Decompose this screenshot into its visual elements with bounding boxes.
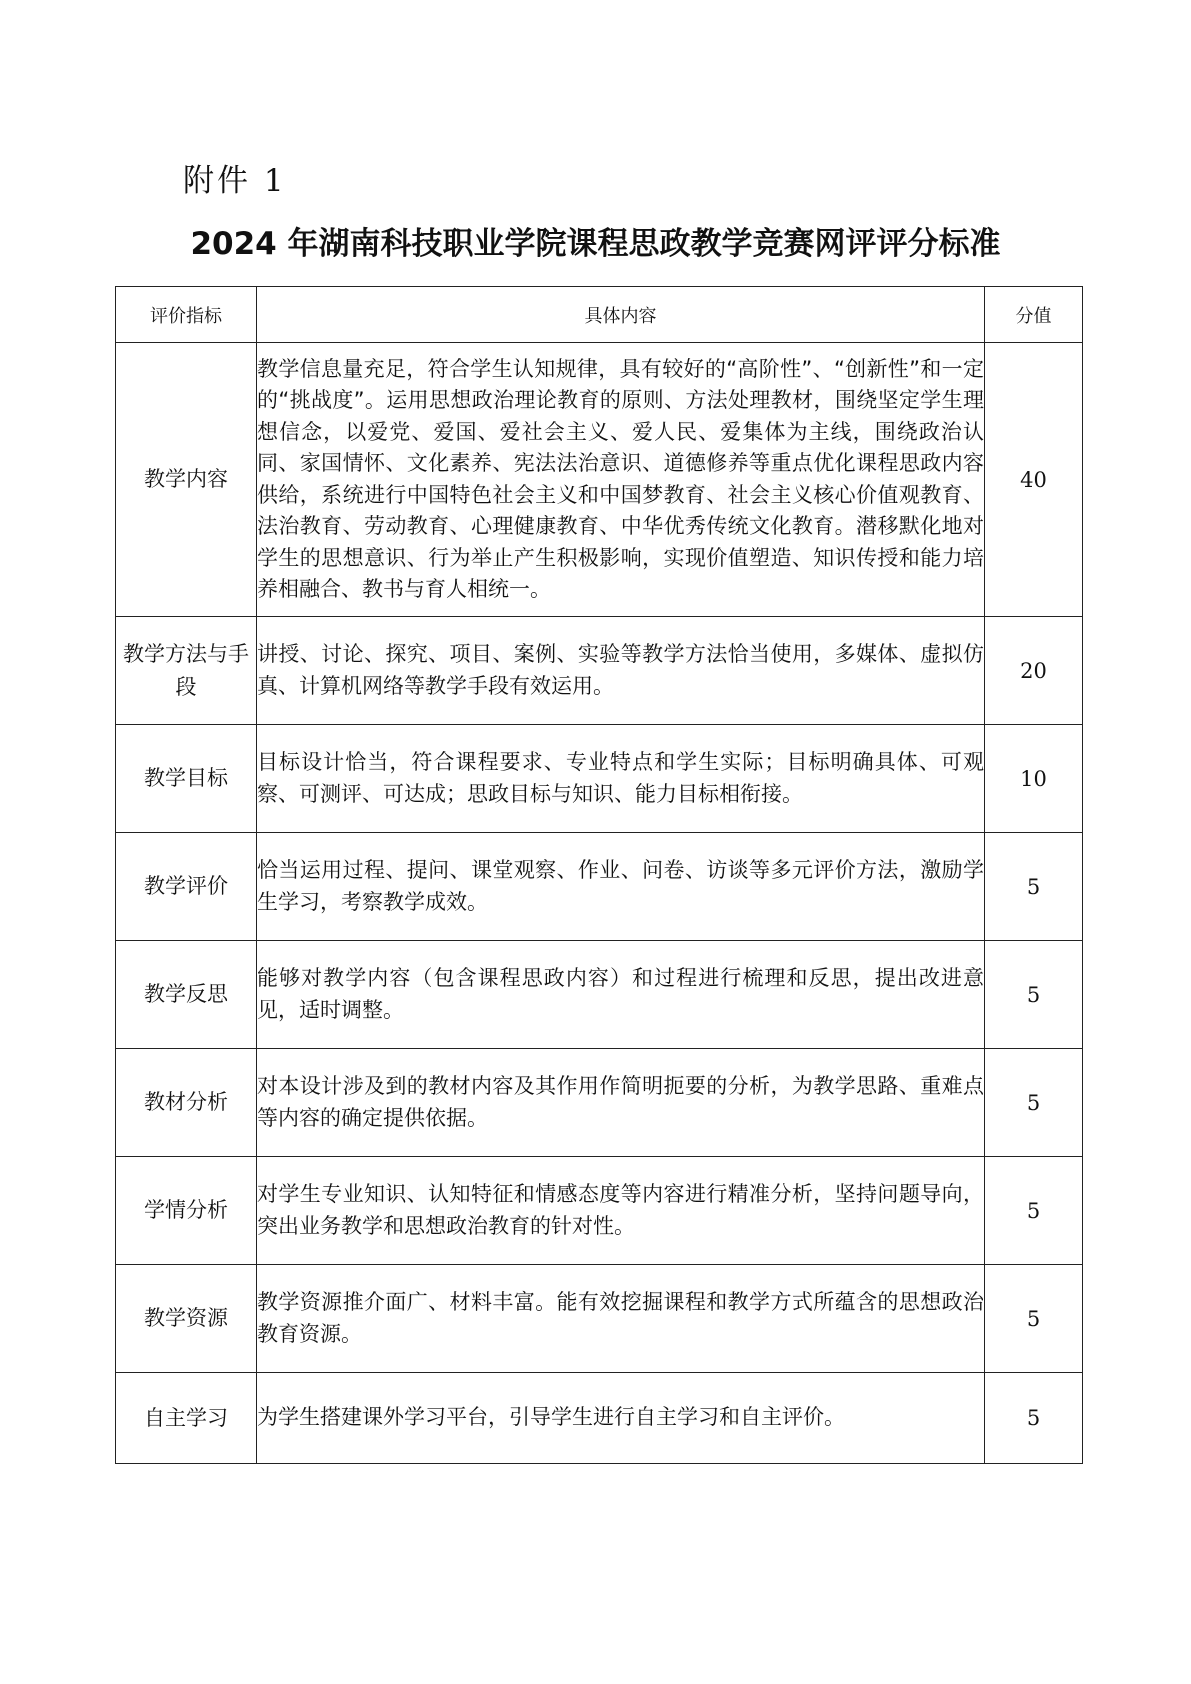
row-indicator: 教学资源	[116, 1265, 257, 1373]
row-content: 教学信息量充足，符合学生认知规律，具有较好的“高阶性”、“创新性”和一定的“挑战度”。运用思想政治理论教育的原则、方法处理教材，围绕坚定学生理想信念，以爱党、爱国、爱社会主义、爱人民、爱集体为主线，围绕政治认同、家国情怀、文化素养、宪法法治意识、道德修养等重点优化课程思政内容供给，系统进行中国特色社会主义和中国梦教育、社会主义核心价值观教育、法治教育、劳动教育、心理健康教育、中华优秀传统文化教育。潜移默化地对学生的思想意识、行为举止产生积极影响，实现价值塑造、知识传授和能力培养相融合、教书与育人相统一。	[257, 343, 985, 617]
row-score: 5	[985, 1373, 1083, 1464]
row-content: 能够对教学内容（包含课程思政内容）和过程进行梳理和反思，提出改进意见，适时调整。	[257, 941, 985, 1049]
row-content: 为学生搭建课外学习平台，引导学生进行自主学习和自主评价。	[257, 1373, 985, 1464]
column-header-indicator: 评价指标	[116, 287, 257, 343]
row-content: 恰当运用过程、提问、课堂观察、作业、问卷、访谈等多元评价方法，激励学生学习，考察教学成效。	[257, 833, 985, 941]
row-content: 对学生专业知识、认知特征和情感态度等内容进行精准分析，坚持问题导向，突出业务教学和思想政治教育的针对性。	[257, 1157, 985, 1265]
table-row	[116, 617, 1083, 725]
scoring-criteria-table	[115, 286, 1083, 1464]
row-indicator: 教学内容	[116, 343, 257, 617]
attachment-label: 附件 1	[183, 163, 287, 199]
column-header-content: 具体内容	[257, 287, 985, 343]
row-content: 教学资源推介面广、材料丰富。能有效挖掘课程和教学方式所蕴含的思想政治教育资源。	[257, 1265, 985, 1373]
row-score: 5	[985, 1049, 1083, 1157]
row-indicator: 教学目标	[116, 725, 257, 833]
row-indicator: 教材分析	[116, 1049, 257, 1157]
table-row	[116, 1049, 1083, 1157]
table-header-row	[116, 287, 1083, 343]
row-indicator: 学情分析	[116, 1157, 257, 1265]
row-content: 对本设计涉及到的教材内容及其作用作简明扼要的分析，为教学思路、重难点等内容的确定提供依据。	[257, 1049, 985, 1157]
table-row	[116, 941, 1083, 1049]
table-row	[116, 725, 1083, 833]
table-row	[116, 833, 1083, 941]
table-row	[116, 1265, 1083, 1373]
table-row	[116, 1373, 1083, 1464]
row-indicator: 教学反思	[116, 941, 257, 1049]
row-score: 5	[985, 941, 1083, 1049]
row-score: 40	[985, 343, 1083, 617]
row-score: 10	[985, 725, 1083, 833]
table-row	[116, 343, 1083, 617]
column-header-score: 分值	[985, 287, 1083, 343]
row-score: 5	[985, 1157, 1083, 1265]
row-indicator: 教学评价	[116, 833, 257, 941]
row-indicator: 自主学习	[116, 1373, 257, 1464]
row-score: 20	[985, 617, 1083, 725]
table-row	[116, 1157, 1083, 1265]
page-title: 2024 年湖南科技职业学院课程思政教学竞赛网评评分标准	[190, 226, 1001, 262]
row-content: 讲授、讨论、探究、项目、案例、实验等教学方法恰当使用，多媒体、虚拟仿真、计算机网络等教学手段有效运用。	[257, 617, 985, 725]
row-content: 目标设计恰当，符合课程要求、专业特点和学生实际；目标明确具体、可观察、可测评、可达成；思政目标与知识、能力目标相衔接。	[257, 725, 985, 833]
row-score: 5	[985, 1265, 1083, 1373]
row-indicator: 教学方法与手段	[116, 617, 257, 725]
row-score: 5	[985, 833, 1083, 941]
